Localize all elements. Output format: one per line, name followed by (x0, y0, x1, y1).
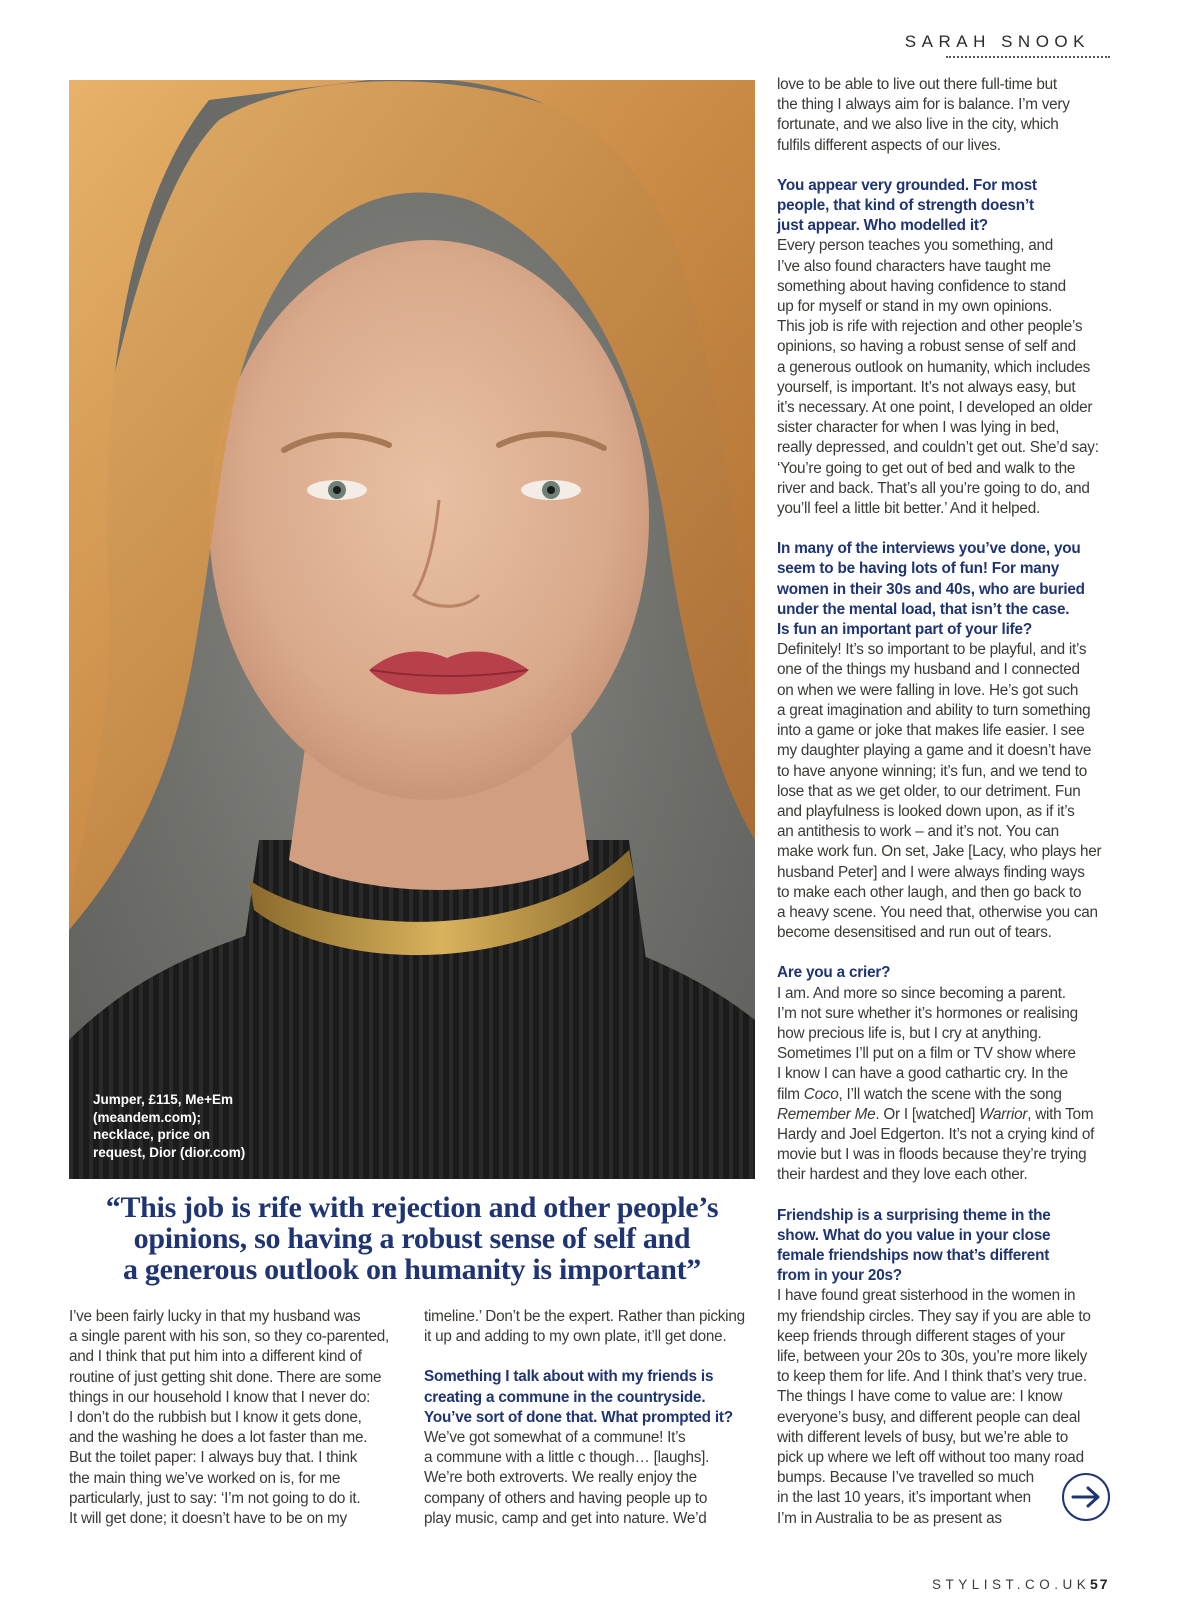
body-line: one of the things my husband and I connected (777, 661, 1080, 679)
pull-quote (69, 1192, 755, 1285)
body-line: life, between your 20s to 30s, you’re more likely (777, 1347, 1087, 1365)
interview-question: women in their 30s and 40s, who are buried (777, 580, 1085, 598)
body-line: movie but I was in floods because they’re trying (777, 1146, 1087, 1164)
body-line: I’ve been fairly lucky in that my husband was (69, 1308, 361, 1325)
paragraph-gap (777, 156, 1113, 176)
body-line: particularly, just to say: ‘I’m not going to do it. (69, 1489, 361, 1507)
text-run: . Or I [watched] (875, 1105, 980, 1123)
body-line: a single parent with his son, so they co-parented, (69, 1328, 389, 1346)
pull-quote-line: a generous outlook on humanity is important” (123, 1253, 701, 1286)
caption-line: request, Dior (dior.com) (93, 1144, 246, 1160)
body-line: This job is rife with rejection and other people’s (777, 318, 1083, 336)
body-line: fortunate, and we also live in the city, which (777, 116, 1059, 134)
paragraph-gap (777, 943, 1113, 963)
body-line: timeline.’ Don’t be the expert. Rather than picking (424, 1308, 745, 1325)
body-column-left (69, 1307, 399, 1529)
continue-arrow-button[interactable] (1062, 1473, 1110, 1521)
film-title: Warrior (979, 1105, 1028, 1123)
caption-line: necklace, price on (93, 1127, 211, 1142)
body-line: and I think that put him into a different kind of (69, 1348, 362, 1366)
body-line: But the toilet paper: I always buy that. I think (69, 1449, 358, 1467)
paragraph-gap (424, 1347, 754, 1367)
body-line: husband Peter] and I were always finding ways (777, 863, 1085, 881)
arrow-right-icon (1071, 1486, 1101, 1508)
film-title: Coco (803, 1085, 839, 1103)
paragraph-gap (777, 519, 1113, 539)
body-line: river and back. That’s all you’re going to do, and (777, 479, 1090, 497)
body-line: I don’t do the rubbish but I know it gets done, (69, 1409, 362, 1427)
text-run: , with Tom (1027, 1105, 1094, 1123)
interview-question: Are you a crier? (777, 964, 891, 982)
body-line: Hardy and Joel Edgerton. It’s not a crying kind of (777, 1125, 1095, 1143)
interview-question: creating a commune in the countryside. (424, 1388, 706, 1406)
interview-question: seem to be having lots of fun! For many (777, 560, 1060, 578)
body-line: a generous outlook on humanity, which includes (777, 358, 1091, 376)
body-line: ‘You’re going to get out of bed and walk to the (777, 459, 1076, 477)
body-line: my daughter playing a game and it doesn’t have (777, 742, 1092, 760)
body-line: sister character for when I was lying in bed, (777, 419, 1060, 437)
body-line: We’re both extroverts. We really enjoy the (424, 1469, 697, 1487)
pull-quote-line: opinions, so having a robust sense of self and (133, 1222, 691, 1255)
portrait-photo (69, 80, 755, 1179)
body-line: really depressed, and couldn’t get out. She’d say: (777, 439, 1099, 457)
body-line (777, 1085, 1113, 1105)
body-line: lose that as we get older, to our detriment. Fun (777, 782, 1081, 800)
body-line: a heavy scene. You need that, otherwise you can (777, 903, 1098, 921)
body-line: Definitely! It’s so important to be playful, and it’s (777, 641, 1087, 659)
body-line: I’m not sure whether it’s hormones or realising (777, 1004, 1078, 1022)
body-line: it’s necessary. At one point, I developed an older (777, 399, 1093, 417)
body-line: to keep them for life. And I think that’s very true. (777, 1368, 1087, 1386)
pull-quote-line: “This job is rife with rejection and other people’s (105, 1191, 719, 1224)
portrait-illustration (69, 80, 755, 1179)
interview-question: In many of the interviews you’ve done, you (777, 540, 1081, 558)
interview-question: show. What do you value in your close (777, 1226, 1051, 1244)
interview-question: You appear very grounded. For most (777, 176, 1037, 194)
body-line: The things I have come to value are: I know (777, 1388, 1063, 1406)
body-line: an antithesis to work – and it’s not. You can (777, 823, 1059, 841)
body-line: with different levels of busy, but we’re able to (777, 1428, 1068, 1446)
text-run: film (777, 1085, 804, 1103)
body-line: a great imagination and ability to turn something (777, 701, 1091, 719)
interview-question: You’ve sort of done that. What prompted it? (424, 1408, 733, 1426)
body-line: Every person teaches you something, and (777, 237, 1053, 255)
body-line: the main thing we’ve worked on is, for me (69, 1469, 341, 1487)
body-line: their hardest and they love each other. (777, 1166, 1028, 1184)
body-line: It will get done; it doesn’t have to be on my (69, 1510, 347, 1528)
body-line: become desensitised and run out of tears. (777, 924, 1052, 942)
interview-question: just appear. Who modelled it? (777, 217, 988, 235)
interview-question: people, that kind of strength doesn’t (777, 197, 1034, 215)
body-line: pick up where we left off without too many road (777, 1449, 1084, 1466)
photo-caption (93, 1091, 313, 1161)
interview-question: female friendships now that’s different (777, 1246, 1050, 1264)
body-line: I’m in Australia to be as present as (777, 1509, 1002, 1527)
interview-question: under the mental load, that isn’t the case. (777, 600, 1070, 618)
interview-question: Friendship is a surprising theme in the (777, 1206, 1051, 1224)
body-line: make work fun. On set, Jake [Lacy, who plays her (777, 843, 1102, 861)
body-line: the thing I always aim for is balance. I’m very (777, 96, 1070, 114)
body-line: and the washing he does a lot faster than me. (69, 1429, 368, 1447)
body-line: We’ve got somewhat of a commune! It’s (424, 1429, 686, 1447)
header-dotted-rule (946, 56, 1110, 58)
body-line: to make each other laugh, and then go back to (777, 883, 1082, 901)
body-line: play music, camp and get into nature. We’d (424, 1509, 707, 1527)
body-line: to have anyone winning; it’s fun, and we tend to (777, 762, 1088, 780)
paragraph-gap (777, 1186, 1113, 1206)
body-line: how precious life is, but I cry at anything. (777, 1024, 1042, 1042)
body-line: fulfils different aspects of our lives. (777, 136, 1001, 154)
body-line: love to be able to live out there full-time but (777, 76, 1057, 93)
body-line: I’ve also found characters have taught me (777, 257, 1051, 275)
body-line: something about having confidence to stand (777, 277, 1066, 295)
body-line: company of others and having people up to (424, 1489, 708, 1507)
page-number: 57 (1090, 1576, 1110, 1592)
body-line: a commune with a little c though… [laughs]. (424, 1449, 710, 1467)
caption-line: (meandem.com); (93, 1109, 202, 1125)
body-line: things in our household I know that I never do: (69, 1388, 371, 1406)
interview-question: Something I talk about with my friends is (424, 1368, 714, 1386)
body-line: it up and adding to my own plate, it’ll get done. (424, 1328, 727, 1346)
body-line: into a game or joke that makes life easier. I see (777, 722, 1085, 740)
footer-website: STYLIST.CO.UK (932, 1577, 1091, 1592)
song-title: Remember Me (777, 1105, 876, 1123)
body-line: on when we were falling in love. He’s got such (777, 681, 1079, 699)
section-header-name: SARAH SNOOK (904, 32, 1090, 51)
body-line: up for myself or stand in my own opinions. (777, 298, 1053, 316)
body-line: and playfulness is looked down upon, as if it’s (777, 802, 1075, 820)
body-line: my friendship circles. They say if you are able to (777, 1307, 1091, 1325)
body-line: opinions, so having a robust sense of self and (777, 338, 1076, 356)
body-line: everyone’s busy, and different people can deal (777, 1408, 1081, 1426)
body-line: I know I can have a good cathartic cry. In the (777, 1065, 1068, 1083)
interview-question: Is fun an important part of your life? (777, 621, 1033, 639)
body-line: you’ll feel a little bit better.’ And it helped. (777, 500, 1040, 518)
body-line (777, 1105, 1113, 1125)
body-column-right (777, 75, 1113, 1529)
body-line: yourself, is important. It’s not always easy, but (777, 378, 1076, 396)
body-line: Sometimes I’ll put on a film or TV show where (777, 1045, 1076, 1063)
body-line: keep friends through different stages of your (777, 1327, 1065, 1345)
body-line: in the last 10 years, it’s important when (777, 1489, 1031, 1507)
body-line: I am. And more so since becoming a parent. (777, 984, 1066, 1002)
body-column-middle (424, 1307, 754, 1529)
caption-line: Jumper, £115, Me+Em (93, 1092, 233, 1107)
body-line: routine of just getting shit done. There are some (69, 1368, 382, 1386)
text-run: , I’ll watch the scene with the song (838, 1085, 1062, 1103)
body-line: bumps. Because I’ve travelled so much (777, 1469, 1034, 1487)
body-line: I have found great sisterhood in the women in (777, 1287, 1076, 1305)
interview-question: from in your 20s? (777, 1267, 902, 1285)
